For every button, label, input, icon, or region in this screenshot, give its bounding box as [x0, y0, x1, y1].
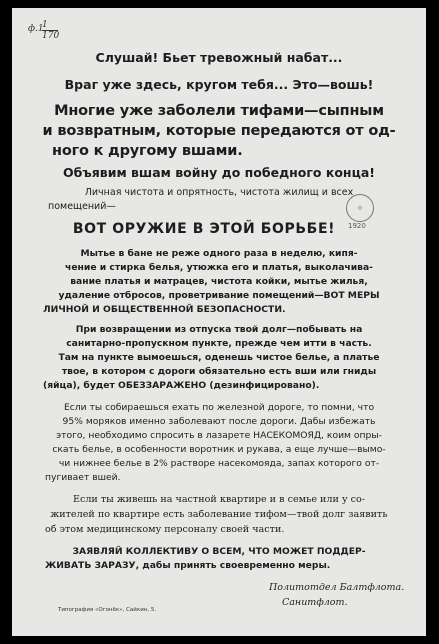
heading-alarm: Слушай! Бьет тревожный набат... [95, 50, 343, 65]
stamp-year: 1920 [348, 222, 366, 230]
hygiene-line-2: помещений— [48, 201, 116, 212]
poster-sheet [12, 8, 426, 636]
leave-line-5: (яйца), будет ОБЕЗЗАРАЖЕНО (дезинфицировано). [43, 380, 320, 391]
heading-enemy: Враг уже здесь, кругом тебя... Это—вошь! [64, 77, 374, 92]
final-line-1: ЗАЯВЛЯЙ КОЛЛЕКТИВУ О ВСЕМ, ЧТО МОЖЕТ ПОДДЕР- [72, 546, 366, 557]
leave-line-2: санитарно-пропускном пункте, прежде чем итти в часть. [66, 338, 372, 349]
warning-line-1: Многие уже заболели тифами—сыпным [54, 103, 384, 119]
private-line-2: жителей по квартире есть заболевание тифом—твой долг заявить [50, 509, 388, 520]
leave-line-4: твое, в котором с дороги обязательно есть вши или гниды [61, 366, 377, 377]
weapon-line: ВОТ ОРУЖИЕ В ЭТОЙ БОРЬБЕ! [72, 221, 336, 237]
archive-mark [28, 20, 58, 41]
leave-line-3: Там на пункте вымоешься, оденешь чистое белье, а платье [58, 352, 380, 363]
leave-line-1: При возвращении из отпуска твой долг—побывать на [75, 324, 363, 335]
rail-line-2: 95% моряков именно заболевают после дороги. Дабы избежать [62, 416, 376, 427]
measures-line-3: вание платья и матрацев, чистота койки, мытье жилья, [70, 276, 368, 287]
signature-line-1: Политотдел Балтфлота. [269, 582, 405, 593]
private-line-1: Если ты живешь на частной квартире и в семье или у со- [72, 494, 366, 505]
measures-line-4: удаление отбросов, проветривание помещений—ВОТ МЕРЫ [58, 290, 380, 301]
warning-line-2: и возвратным, которые передаются от од- [42, 123, 396, 139]
rail-line-1: Если ты собираешься ехать по железной дороге, то помни, что [63, 402, 375, 413]
measures-line-5: ЛИЧНОЙ И ОБЩЕСТВЕННОЙ БЕЗОПАСНОСТИ. [43, 304, 286, 315]
archive-number: 170 [42, 31, 60, 41]
private-line-3: об этом медицинскому персоналу своей части. [45, 524, 285, 535]
archive-sheet: 1 [42, 20, 48, 30]
rail-line-4: скать белье, в особенности воротник и рукава, а еще лучше—вымо- [52, 444, 386, 455]
signature-line-2: Санитфлот. [282, 597, 348, 608]
rail-line-3: этого, необходимо спросить в лазарете НАСЕКОМОЯД, коим опры- [56, 430, 382, 441]
war-line: Объявим вшам войну до победного конца! [63, 165, 375, 180]
rail-line-5: чи нижнее белье в 2% растворе насекомояда, запах которого от- [58, 458, 380, 469]
library-stamp: ◎ [346, 194, 374, 222]
measures-line-2: чение и стирка белья, утюжка его и платья, выколачива- [65, 262, 373, 273]
hygiene-line-1: Личная чистота и опрятность, чистота жилищ и всех [84, 187, 354, 198]
printer-imprint: Типография «Огонёк», Сайкин, 5. [58, 607, 157, 613]
final-line-2: ЖИВАТЬ ЗАРАЗУ, дабы принять своевременно меры. [45, 560, 331, 571]
rail-line-6: пугивает вшей. [45, 472, 121, 483]
archive-code: ф.1 [28, 24, 44, 34]
warning-line-3: ного к другому вшами. [52, 143, 243, 159]
measures-line-1: Мытье в бане не реже одного раза в неделю, кипя- [80, 248, 358, 259]
